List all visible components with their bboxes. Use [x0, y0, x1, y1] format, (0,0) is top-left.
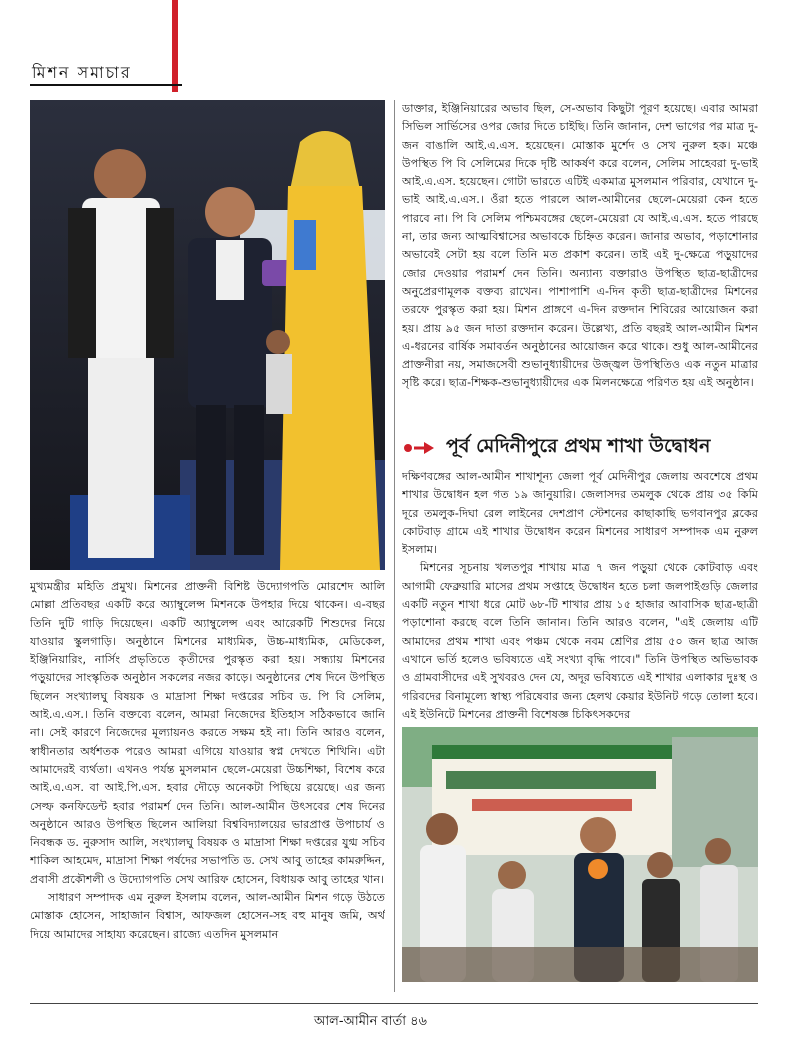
right-paragraph-3: মিশনের সূচনায় খলতপুর শাখায় মাত্র ৭ জন পড়ুয়া থেকে কোটবাড় এবং আগামী ফেব্রুয়ারি মাসের প্রথম সপ্তাহে উদ্বোধন হতে চলা জলপাইগুড়ি জেলার একটি নতুন শাখা ধরে মোট ৬৮-টি শাখার প্রায় ১৫ হাজার আবাসিক ছাত্র-ছাত্রী পড়াশোনা করছে বলে তিনি জানান। তিনি আরও বলেন, "এই জেলায় এটি আমাদের প্রথম শাখা এবং পঞ্চম থেকে নবম শ্রেণির প্রায় ৫০ জন ছাত্র আজ এখানে ভর্তি হলেও ভবিষ্যতে এই সংখ্যা বৃদ্ধি পাবে।" তিনি উপস্থিত অভিভাবক ও গ্রামবাসীদের এই সুখবরও দেন যে, অদূর ভবিষ্যতে এই শাখার এলাকার দুঃস্থ ও গরিবদের বিনামূল্যে স্বাস্থ্য পরিষেবার জন্য হেলথ কেয়ার ইউনিট গড়ে তোলা হবে। এই ইউনিটে মিশনের প্রাক্তনী বিশেষজ্ঞ চিকিৎসকদের: [402, 561, 758, 721]
column-divider: [394, 100, 395, 992]
left-paragraph-2: সাধারণ সম্পাদক এম নুরুল ইসলাম বলেন, আল-আমীন মিশন গড়ে উঠতে মোস্তাক হোসেন, সাহাজান বিশ্বাস, আফজল হোসেন-সহ বহু মানুষ জমি, অর্থ দিয়ে আমাদের সাহায্য করেছেন। রাজ্যে এতদিন মুসলমান: [30, 891, 385, 941]
left-column-body: [30, 578, 385, 998]
branch-inauguration-photo: [402, 727, 758, 982]
branch-inauguration-illustration: [402, 727, 758, 982]
bullet-arrow-icon: [402, 439, 440, 457]
award-ceremony-photo: [30, 100, 385, 570]
header-accent-bar: [172, 0, 178, 92]
page-number: ৪৬: [410, 1014, 427, 1029]
article-heading-text: পূর্ব মেদিনীপুরে প্রথম শাখা উদ্বোধন: [446, 435, 711, 457]
right-column-body-top: [402, 100, 758, 428]
footer-rule: [30, 1003, 758, 1004]
section-underline: [30, 84, 182, 86]
right-column-body-mid: [402, 468, 758, 724]
page-footer: [310, 1012, 427, 1033]
left-paragraph-1: মুখ্যমন্ত্রীর মহিতি প্রমুখ। মিশনের প্রাক্তনী বিশিষ্ট উদ্যোগপতি মোরশেদ আলি মোল্লা প্রতিবছর একটি করে অ্যাম্বুলেন্স মিশনকে উপহার দিয়ে থাকেন। এ-বছর তিনি দুটি গাড়ি দিয়েছেন। একটি অ্যাম্বুলেন্স এবং আরেকটি শিশুদের নিয়ে যাওয়ার স্কুলগাড়ি। অনুষ্ঠানে মিশনের মাধ্যমিক, উচ্চ-মাধ্যমিক, মেডিকেল, ইঞ্জিনিয়ারিং, নার্সিং প্রভৃতিতে কৃতীদের পুরস্কৃত করা হয়। সন্ধ্যায় মিশনের পড়ুয়াদের সাংস্কৃতিক অনুষ্ঠান সকলের নজর কাড়ে। অনুষ্ঠানের শেষ দিনে উপস্থিত ছিলেন সংখ্যালঘু বিষয়ক ও মাদ্রাসা শিক্ষা দপ্তরের সচিব ড. পি বি সেলিম, আই.এ.এস.। তিনি বক্তব্যে বলেন, আমরা নিজেদের ইতিহাস সঠিকভাবে জানি না। সেই কারণে নিজেদের মূল্যায়নও করতে সক্ষম হই না। তিনি আরও বলেন, স্বাধীনতার অর্ধশতক পরেও আমরা এগিয়ে যাওয়ার স্বপ্ন দেখতে শিখিনি। এটা আমাদেরই ব্যর্থতা। এখনও পর্যন্ত মুসলমান ছেলে-মেয়েরা উচ্চশিক্ষা, বিশেষ করে আই.এ.এস. বা আই.পি.এস. হবার দৌড়ে অনেকটা পিছিয়ে রয়েছে। এর জন্য সেল্ফ কনফিডেন্ট হবার পরামর্শ দেন তিনি। আল-আমীন উৎসবের শেষ দিনের অনুষ্ঠানে আরও উপস্থিত ছিলেন আলিয়া বিশ্ববিদ্যালয়ের ভারপ্রাপ্ত উপাচার্য ও নিবন্ধক ড. নুরুসাদ আলি, সংখ্যালঘু বিষয়ক ও মাদ্রাসা শিক্ষা দপ্তরের যুগ্ম সচিব শাকিল আহমেদ, মাদ্রাসা শিক্ষা পর্ষদের সভাপতি ড. সেখ আবু তাহের কামরুদ্দিন, প্রবাসী প্রকৌশলী ও উদ্যোগপতি সেখ আরিফ হোসেন, বিধায়ক আবু তাহের খান।: [30, 580, 385, 886]
right-paragraph-2: দক্ষিণবঙ্গের আল-আমীন শাখাশূন্য জেলা পূর্ব মেদিনীপুর জেলায় অবশেষে প্রথম শাখার উদ্বোধন হল গত ১৯ জানুয়ারি। জেলাসদর তমলুক থেকে প্রায় ৩৫ কিমি দূরে তমলুক-দিঘা রেল লাইনের দেশপ্রাণ স্টেশনের কাছাকাছি ভগবানপুর ব্লকের কোটবাড় গ্রামে এই শাখার উদ্বোধন করেন মিশনের সাধারণ সম্পাদক এম নুরুল ইসলাম।: [402, 470, 758, 557]
right-paragraph-1: ডাক্তার, ইঞ্জিনিয়ারের অভাব ছিল, সে-অভাব কিছুটা পূরণ হয়েছে। এবার আমরা সিভিল সার্ভিসের ওপর জোর দিতে চাইছি। তিনি জানান, দেশ ভাগের পর মাত্র দু-জন বাঙালি আই.এ.এস. হয়েছেন। মোস্তাক মুর্শেদ ও সেখ নুরুল হক। মঞ্চে উপস্থিত পি বি সেলিমের দিকে দৃষ্টি আকর্ষণ করে বলেন, সেলিম সাহেবরা দু-ভাই আই.এ.এস. হয়েছেন। গোটা ভারতে এটিই একমাত্র মুসলমান পরিবার, যেখানে দু-ভাই আই.এ.এস.। ওঁরা হতে পারলে আল-আমীনের ছেলে-মেয়েরা কেন হতে পারবে না। পি বি সেলিম পশ্চিমবঙ্গের ছেলে-মেয়েরা যে আই.এ.এস. হতে পারছে না, তার জন্য আত্মবিশ্বাসের অভাবকে চিহ্নিত করেন। জানার অভাব, পড়াশোনার অভাবেই সেটা হয় বলে তিনি মত প্রকাশ করেন। তাই এই দু-ক্ষেত্রে পড়ুয়াদের জোর দেওয়ার পরামর্শ দেন তিনি। অন্যান্য বক্তারাও উপস্থিত ছাত্র-ছাত্রীদের অনুপ্রেরণামূলক বক্তব্য রাখেন। পাশাপাশি এ-দিন কৃতী ছাত্র-ছাত্রীদের মিশনের তরফে পুরস্কৃত করা হয়। মিশন প্রাঙ্গণে এ-দিন রক্তদান শিবিরের আয়োজন করা হয়। প্রায় ৯৫ জন দাতা রক্তদান করেন। উল্লেখ্য, প্রতি বছরই আল-আমীন মিশন এ-ধরনের বার্ষিক সমাবর্তন অনুষ্ঠানের আয়োজন করে থাকে। শুধু আল-আমীনের প্রাক্তনীরা নয়, সমাজসেবী শুভানুধ্যায়ীদের উজ্জ্বল উপস্থিতিও এক নতুন মাত্রার সৃষ্টি করে। ছাত্র-শিক্ষক-শুভানুধ্যায়ীদের এক মিলনক্ষেত্রে পরিণত হয় এই অনুষ্ঠান।: [402, 102, 758, 390]
magazine-name: আল-আমীন বার্তা: [314, 1014, 407, 1029]
award-ceremony-illustration: [30, 100, 385, 570]
article-heading: [402, 432, 758, 464]
section-label: মিশন সমাচার: [32, 63, 132, 82]
